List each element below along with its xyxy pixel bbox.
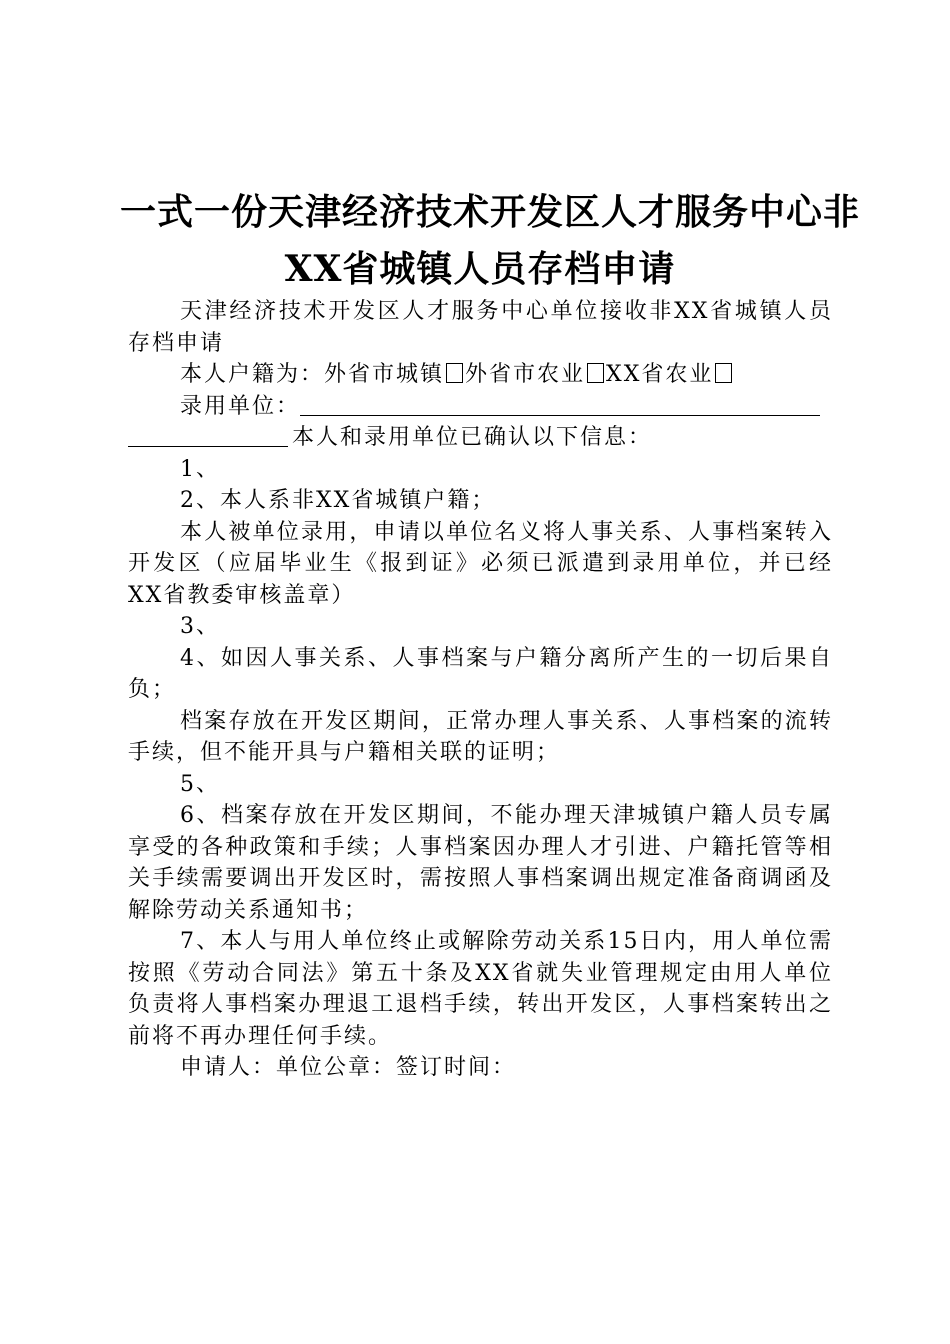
hukou-label: 本人户籍为： <box>180 362 325 387</box>
item-7: 7、本人与用人单位终止或解除劳动关系15日内，用人单位需按照《劳动合同法》第五十条及XX省就失业管理规定由用人单位负责将人事档案办理退工退档手续，转出开发区，人事档案转出之前将不再办理任何手续。 <box>128 929 833 1049</box>
hukou-checkbox-3[interactable] <box>715 363 732 383</box>
item-3: 3、 <box>180 614 220 639</box>
signature-line: 申请人：单位公章：签订时间： <box>180 1055 517 1080</box>
hukou-option-1: 外省市城镇 <box>324 362 445 387</box>
document-body <box>128 296 833 1084</box>
employer-blank-line[interactable] <box>300 393 820 416</box>
employer-line <box>128 391 833 423</box>
confirm-line <box>128 422 833 454</box>
hukou-checkbox-2[interactable] <box>587 363 604 383</box>
item-1: 1、 <box>180 456 220 482</box>
intro-paragraph: 天津经济技术开发区人才服务中心单位接收非XX省城镇人员存档申请 <box>128 299 833 356</box>
item-4-detail: 档案存放在开发区期间，正常办理人事关系、人事档案的流转手续，但不能开具与户籍相关联的证明； <box>128 708 833 765</box>
item-6: 6、档案存放在开发区期间，不能办理天津城镇户籍人员专属享受的各种政策和手续；人事档案因办理人才引进、户籍托管等相关手续需要调出开发区时，需按照人事档案调出规定准备商调函及解除劳动关系通知书； <box>128 803 833 923</box>
item-2-detail: 本人被单位录用，申请以单位名义将人事关系、人事档案转入开发区（应届毕业生《报到证》必须已派遣到录用单位，并已经XX省教委审核盖章） <box>128 519 833 608</box>
item-5: 5、 <box>180 771 220 797</box>
confirm-text: 本人和录用单位已确认以下信息： <box>292 425 653 450</box>
employer-label: 录用单位： <box>180 393 301 419</box>
hukou-checkbox-1[interactable] <box>446 363 463 383</box>
document-title-line-2: XX省城镇人员存档申请 <box>284 248 676 290</box>
hukou-option-2: 外省市农业 <box>465 362 586 387</box>
hukou-line <box>128 359 833 391</box>
employer-blank-line-continued[interactable] <box>128 424 288 447</box>
item-2: 2、本人系非XX省城镇户籍； <box>180 488 496 513</box>
hukou-option-3: XX省农业 <box>606 362 714 387</box>
document-title-line-1: 一式一份天津经济技术开发区人才服务中心非 <box>120 191 861 233</box>
item-4: 4、如因人事关系、人事档案与户籍分离所产生的一切后果自负； <box>128 645 833 702</box>
